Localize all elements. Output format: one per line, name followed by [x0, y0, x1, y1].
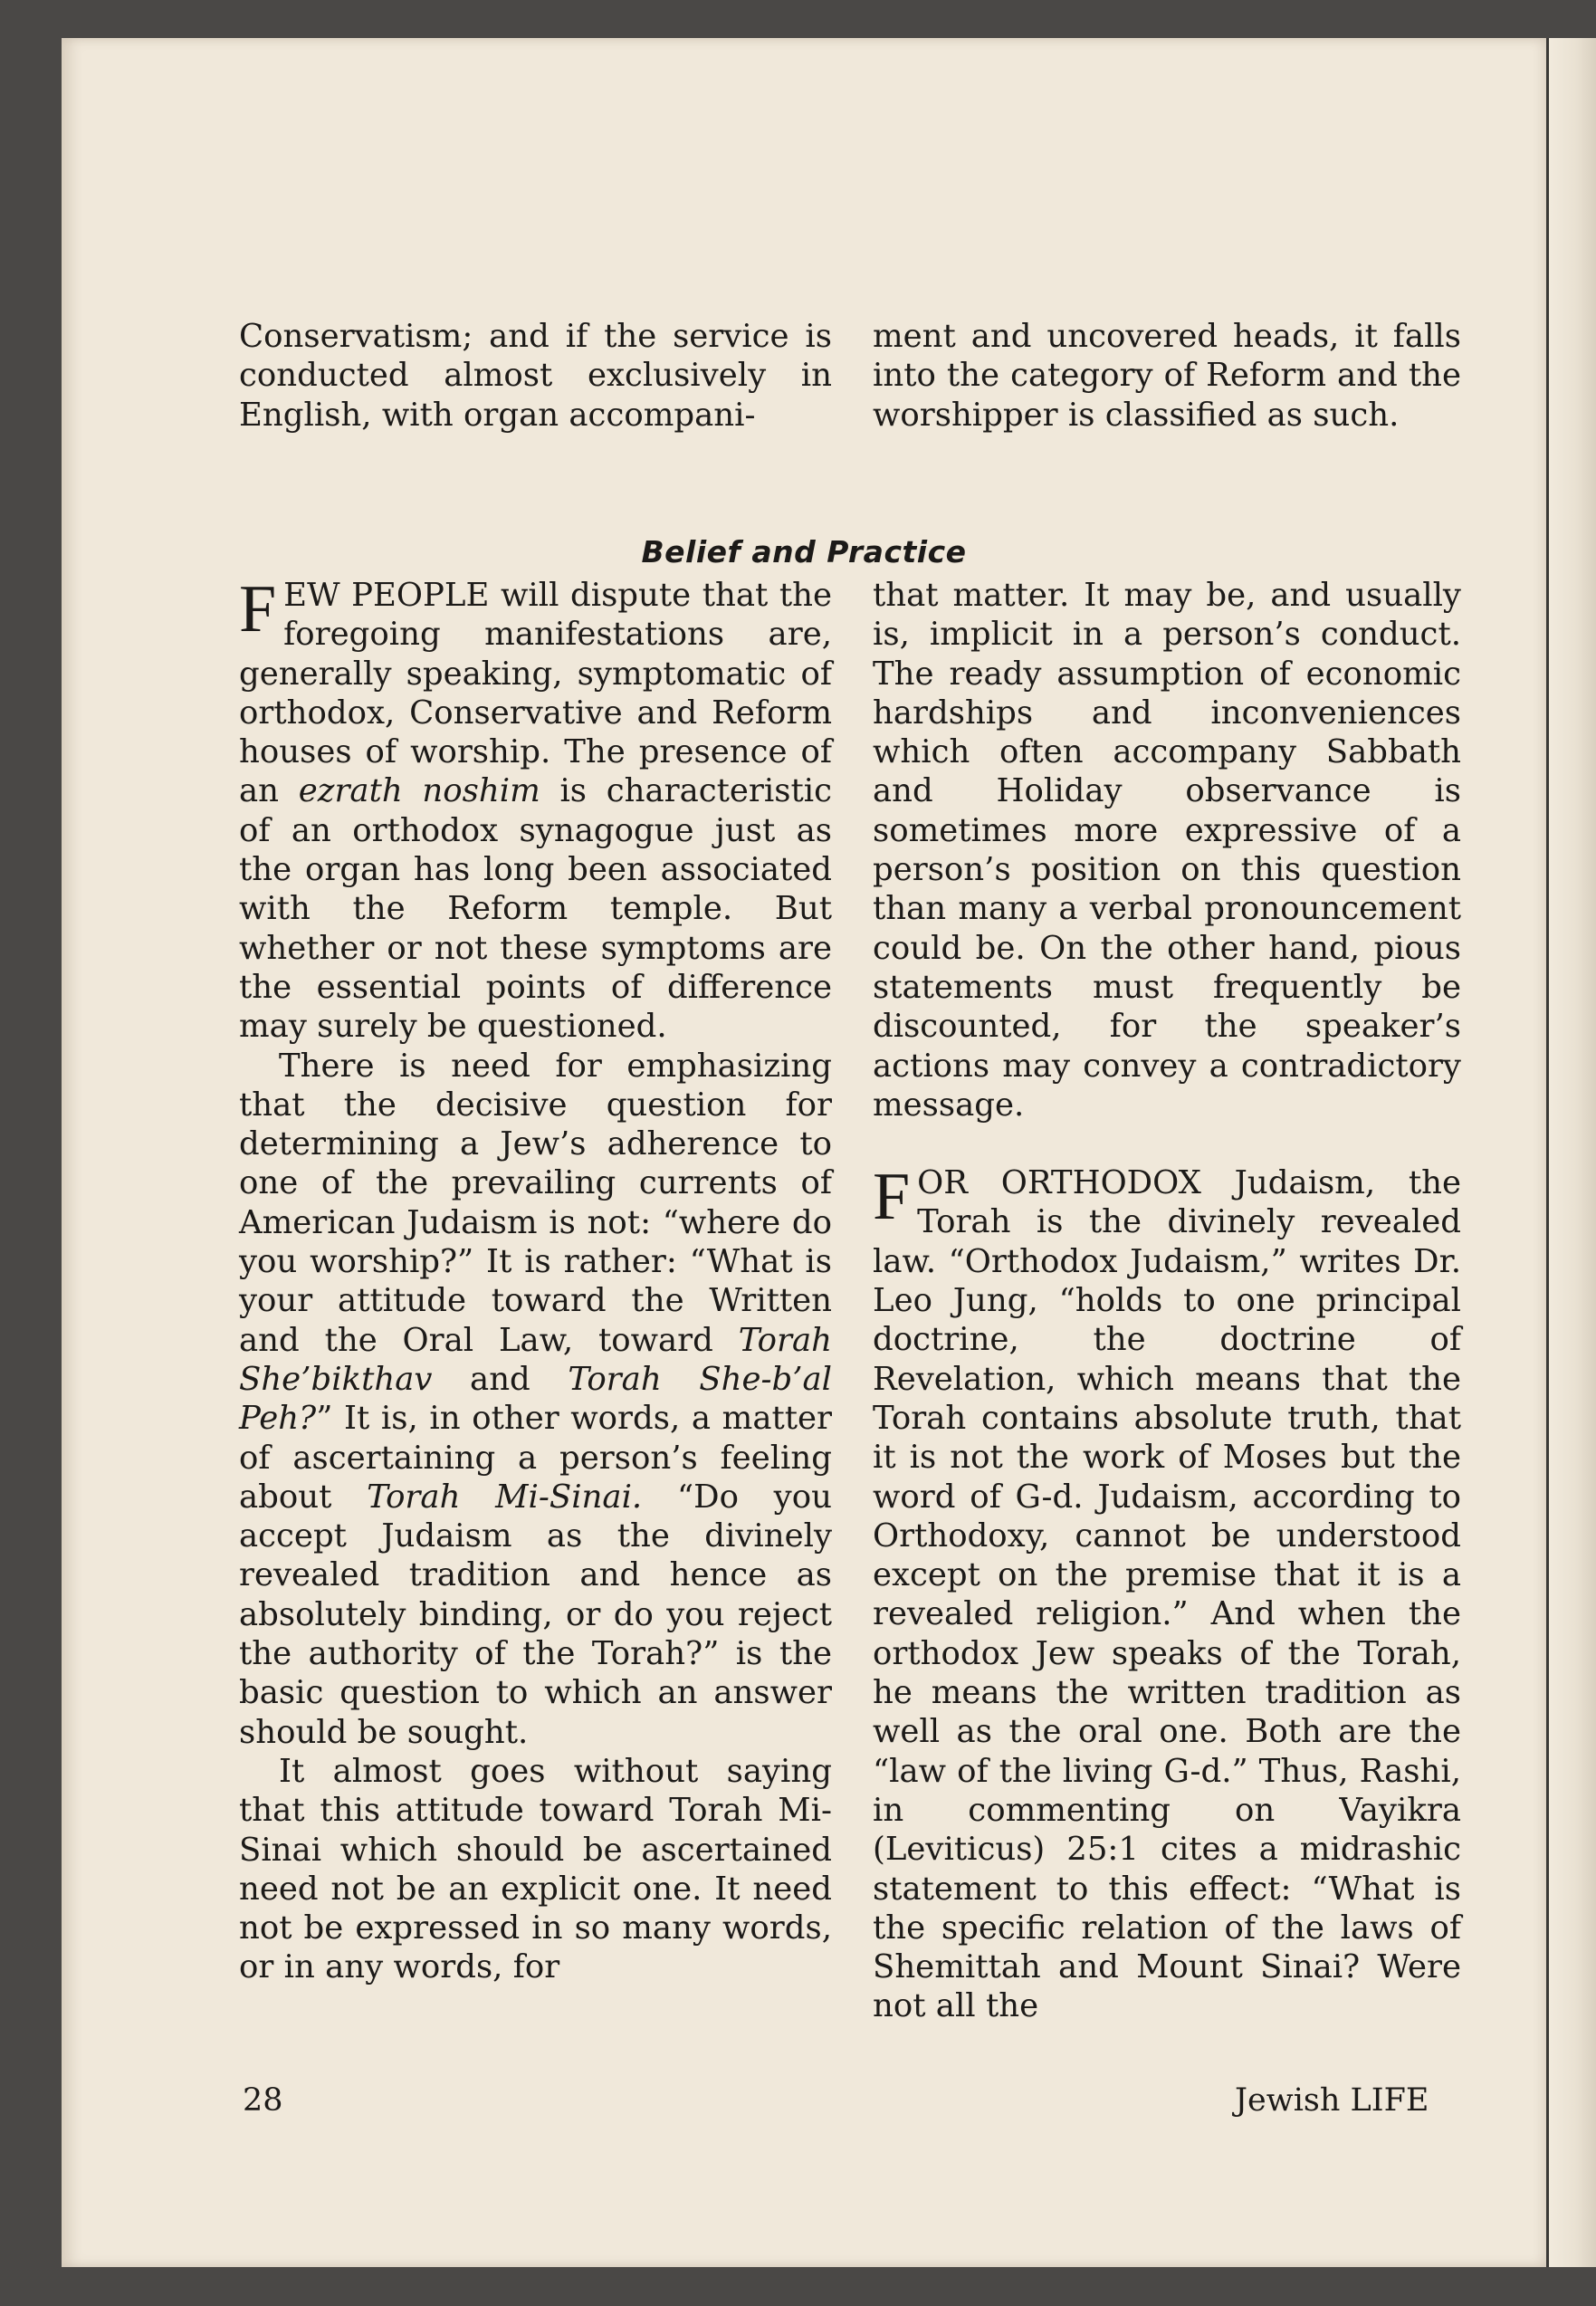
right-column — [873, 576, 1461, 2026]
section-subhead: Belief and Practice — [641, 534, 967, 569]
top-left-paragraph: Conservatism; and if the service is conducted almost exclusively in English, with organ accompani- — [239, 318, 832, 434]
page-gutter-line — [1546, 38, 1549, 2267]
drop-cap: F — [239, 572, 277, 646]
page-number: 28 — [243, 2082, 283, 2119]
right-paragraph-1: that matter. It may be, and usually is, implicit in a person’s conduct. The ready assumption of economic hardships and inconveniences which often accompany Sabbath and Holiday observance is sometimes more expressive of a person’s position on this question than many a verbal pronouncement could be. On the other hand, pious statements must frequently be discounted, for the speaker’s actions may convey a contradictory message. — [873, 577, 1461, 1124]
right-paragraph-2: FOR ORTHODOX Judaism, the Torah is the divinely revealed law. “Orthodox Judaism,” writes Dr. Leo Jung, “holds to one principal doctrine, the doctrine of Revelation, which means that the Torah contains absolute truth, that it is not the work of Moses but the word of G-d. Judaism, according to Orthodoxy, cannot be understood except on the premise that it is a revealed religion.” And when the orthodox Jew speaks of the Torah, he means the written tradition as well as the oral one. Both are the “law of the living G-d.” Thus, Rashi, in commenting on Vayikra (Leviticus) 25:1 cites a midrashic statement to this effect: “What is the specific relation of the laws of Shemittah and Mount Sinai? Were not all the — [873, 1160, 1461, 2025]
left-paragraph-2: There is need for emphasizing that the decisive question for determining a Jew’s adherence to one of the prevailing currents of American Judaism is not: “where do you worship?” It is rather: “What is your attitude toward the Written and the Oral Law, toward Torah She’bikthav and Torah She-b’al Peh?” It is, in other words, a matter of ascertaining a person’s feeling about Torah Mi-Sinai. “Do you accept Judaism as the divinely revealed tradition and hence as absolutely binding, or do you reject the authority of the Torah?” is the basic question to which an answer should be sought. — [239, 1047, 833, 1751]
drop-cap: F — [873, 1160, 911, 1235]
left-paragraph-3: It almost goes without saying that this attitude toward Torah Mi-Sinai which should be ascertained need not be an explicit one. It need not be expressed in so many words, or in any words, for — [239, 1752, 832, 1986]
top-right-column — [873, 317, 1461, 435]
top-right-paragraph: ment and uncovered heads, it falls into the category of Reform and the worshipper is classified as such. — [873, 318, 1461, 434]
publication-name: Jewish LIFE — [1235, 2082, 1429, 2119]
adjacent-page-edge — [1546, 38, 1596, 2267]
top-left-column — [239, 317, 832, 435]
left-column — [239, 572, 833, 1987]
magazine-page — [62, 38, 1546, 2267]
left-paragraph-1: FEW PEOPLE will dispute that the foregoing manifestations are, generally speaking, symptomatic of orthodox, Conservative and Reform houses of worship. The presence of an ezrath noshim is characteristic of an orthodox synagogue just as the organ has long been associated with the Reform temple. But whether or not these symptoms are the essential points of difference may surely be questioned. — [239, 572, 832, 1046]
